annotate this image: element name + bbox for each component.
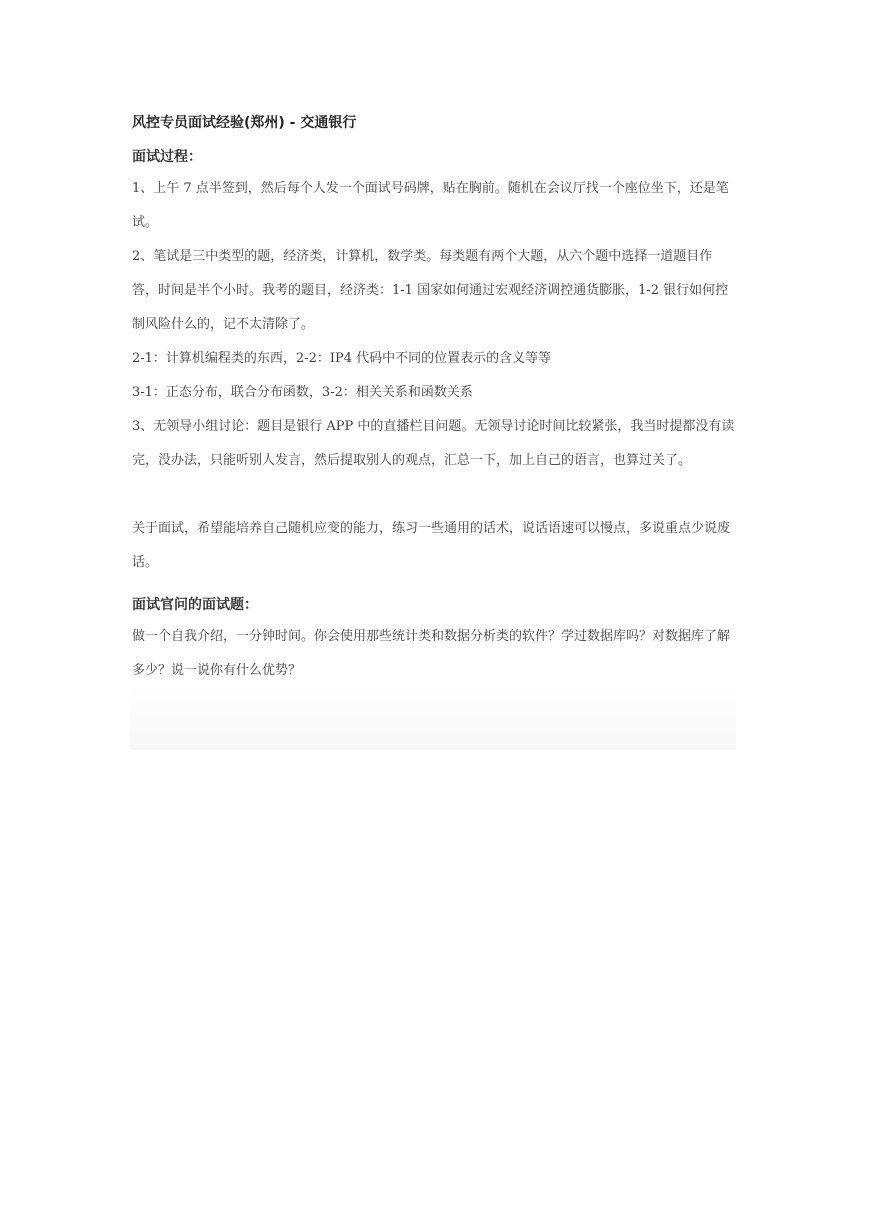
paragraph-computer-questions: 2-1：计算机编程类的东西，2-2：IP4 代码中不同的位置表示的含义等等 (132, 351, 552, 366)
process-heading: 面试过程： (132, 149, 202, 165)
paragraph-math-questions: 3-1：正态分布，联合分布函数，3-2：相关关系和函数关系 (132, 385, 473, 400)
questions-heading: 面试官问的面试题： (132, 597, 258, 613)
paragraph-sign-in: 1、上午 7 点半签到，然后每个人发一个面试号码牌，贴在胸前。随机在会议厅找一个座位坐下，还是笔试。 (132, 181, 729, 230)
paragraph-group-discussion: 3、无领导小组讨论：题目是银行 APP 中的直播栏目问题。无领导讨论时间比较紧张，我当时提都没有读完，没办法，只能听别人发言，然后提取别人的观点，汇总一下，加上自己的语言，也算过关了。 (132, 419, 735, 468)
paragraph-written-test: 2、笔试是三中类型的题，经济类，计算机，数学类。每类题有两个大题，从六个题中选择一道题目作答，时间是半个小时。我考的题目，经济类：1-1 国家如何通过宏观经济调控通货膨胀，1-2 银行如何控制风险什么的，记不太清除了。 (132, 249, 729, 332)
paragraph-interview-questions: 做一个自我介绍，一分钟时间。你会使用那些统计类和数据分析类的软件？学过数据库吗？对数据库了解多少？说一说你有什么优势？ (132, 629, 731, 678)
document-title: 风控专员面试经验(郑州) - 交通银行 (132, 115, 357, 131)
paragraph-interview-advice: 关于面试，希望能培养自己随机应变的能力，练习一些通用的话术，说话语速可以慢点，多说重点少说废话。 (132, 521, 731, 570)
